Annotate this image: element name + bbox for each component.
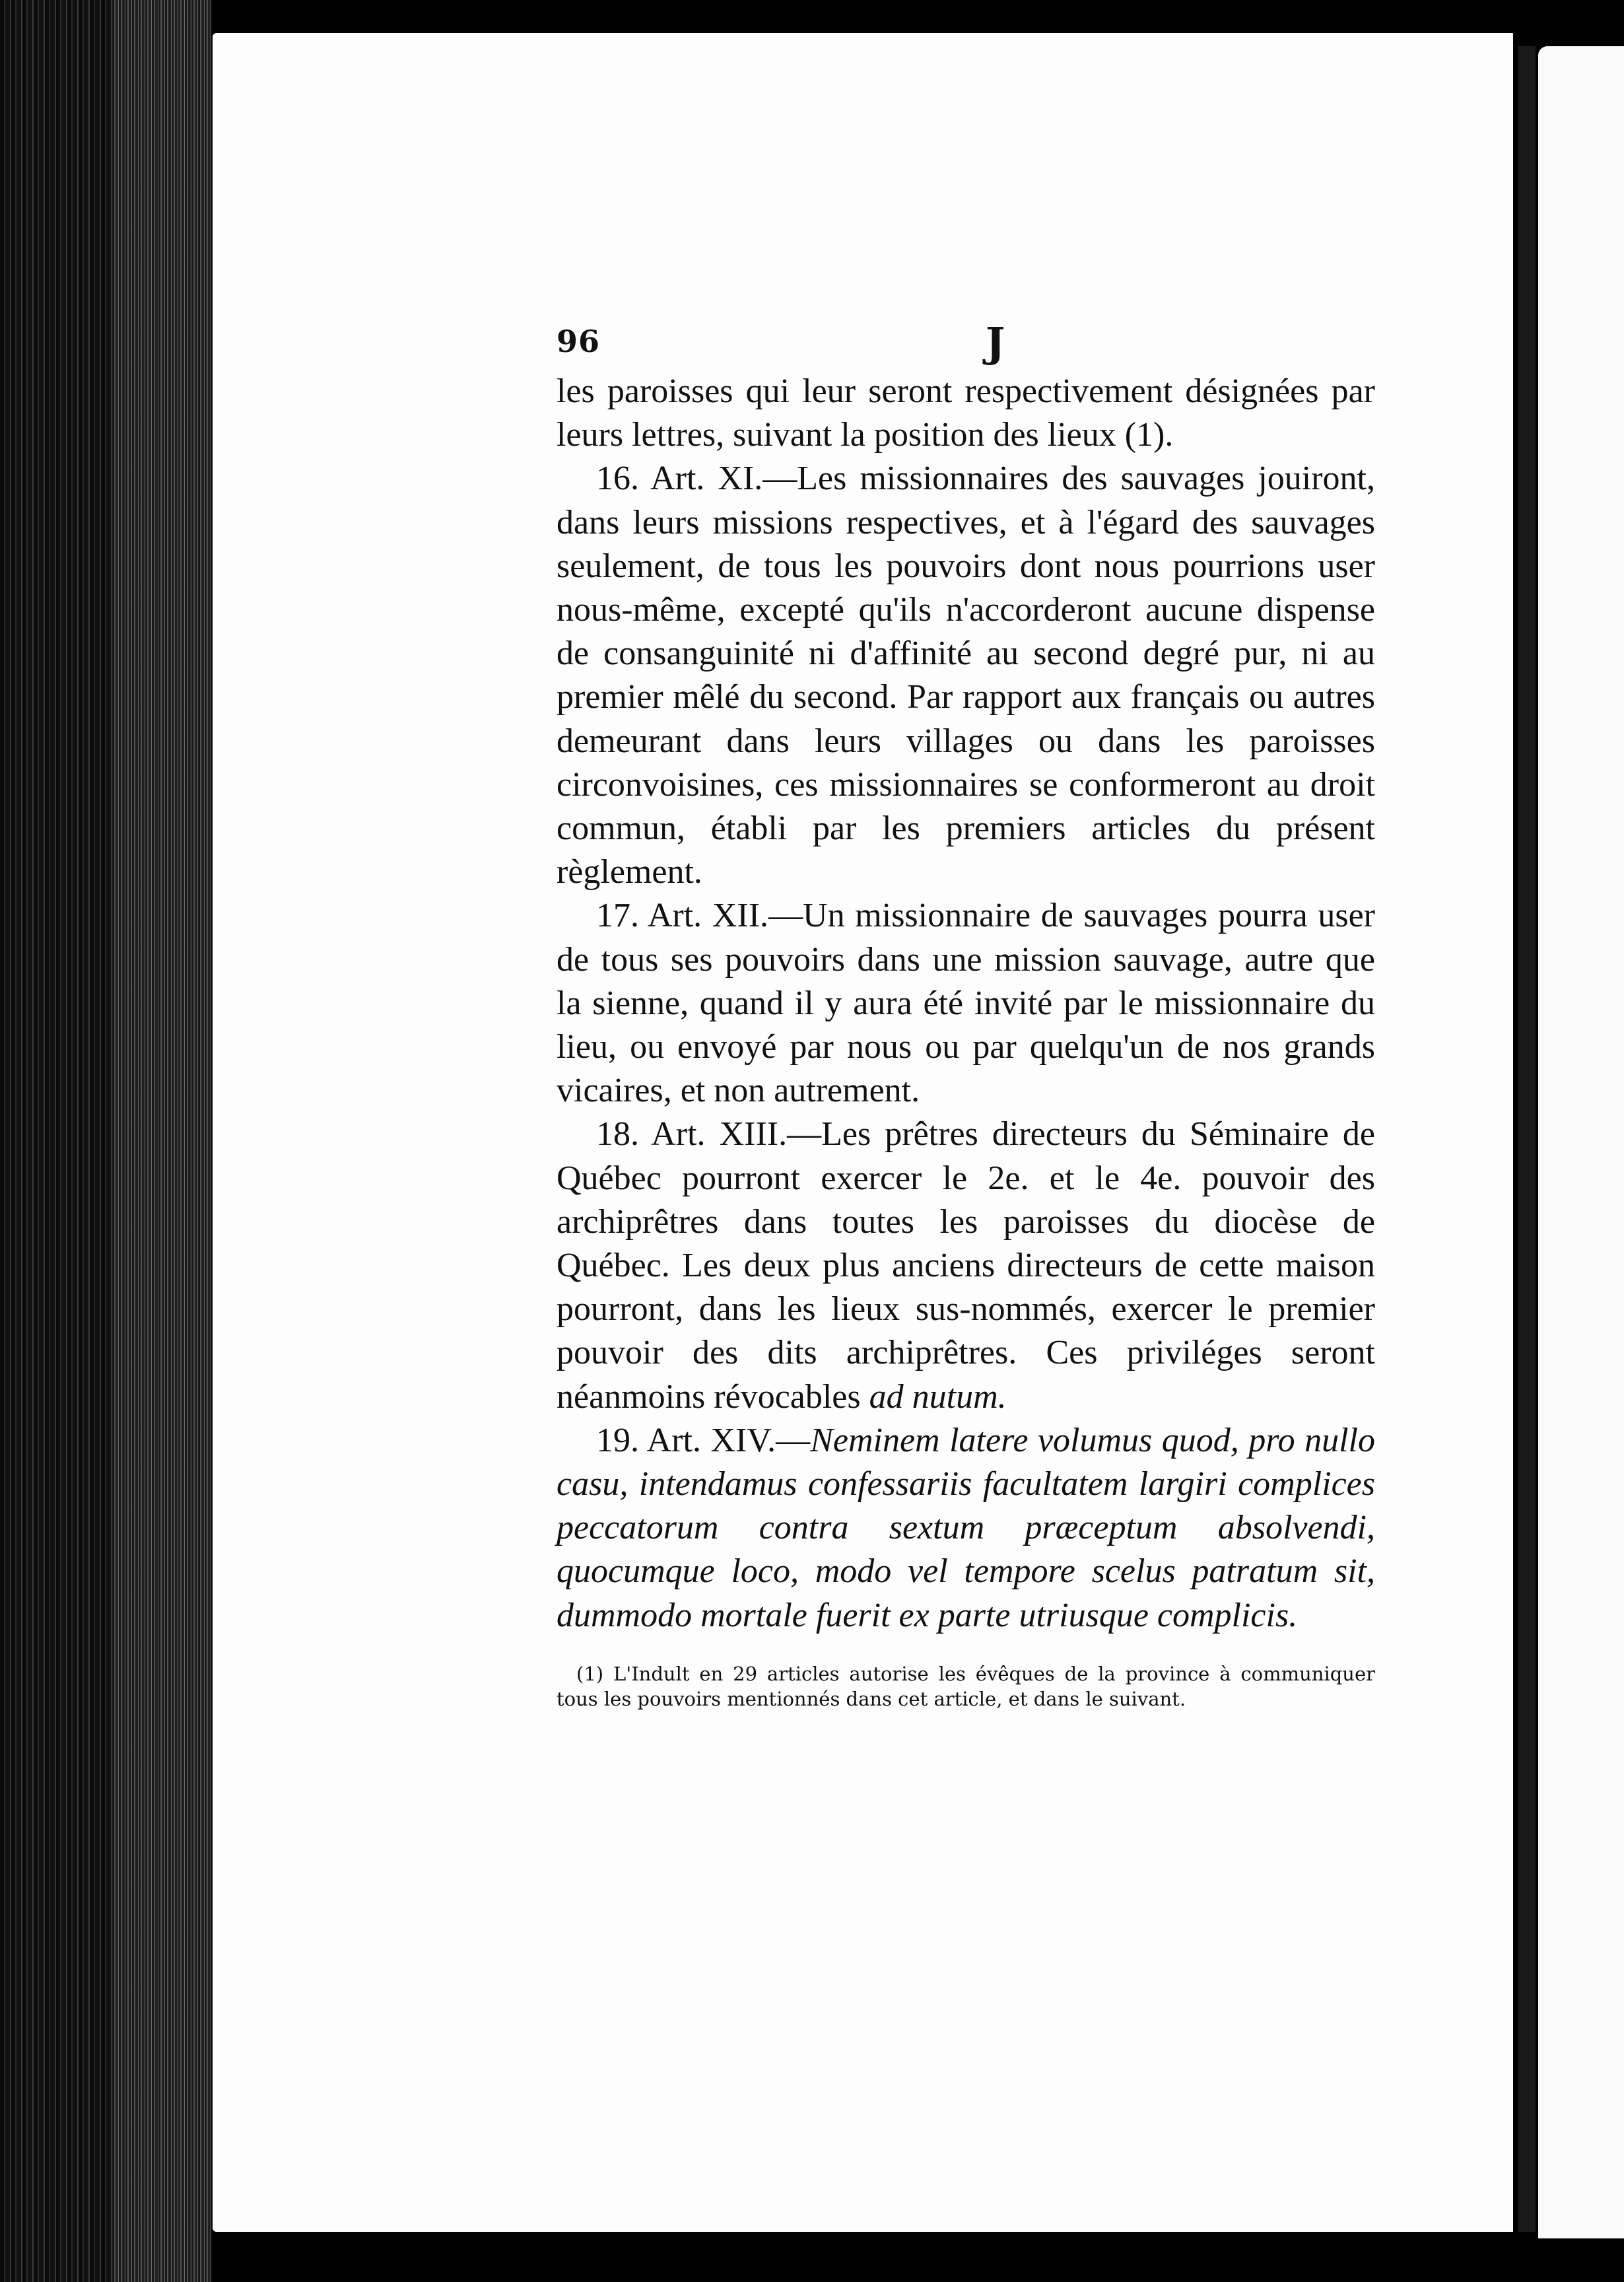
paragraph-text: Les missionnaires des sauvages jouiront, dans leurs missions respectives, et à l'égard des sauvages seulement, de tous les pouvoirs dont nous pourrions user nous-même, excepté qu'ils n'accorderont aucune dispense de consanguinité ni d'affinité au second degré pur, ni au premier mêlé du second. Par rapport aux français ou autres demeurant dans leurs villages ou dans les paroisses circonvoisines, ces missionnaires se conformeront au droit commun, établi par les premiers articles du présent règlement. (557, 460, 1375, 891)
paragraph-continuation (557, 370, 1375, 457)
paragraph-text: Les prêtres directeurs du Séminaire de Québec pourront exercer le 2e. et le 4e. pouvoir des archiprêtres dans toutes les paroisses du diocèse de Québec. Les deux plus anciens directeurs de cette maison pourront, dans les lieux sus-nommés, exercer le premier pouvoir des dits archiprêtres. Ces priviléges seront néanmoins révocables (557, 1115, 1375, 1416)
page-header (557, 318, 1375, 370)
scan-left-edge (0, 0, 211, 2282)
footnote-marker: (1) (576, 1662, 604, 1685)
article-label: 16. Art. XI.— (596, 460, 797, 498)
page-content (557, 318, 1375, 1712)
paragraph-text: les paroisses qui leur seront respectivement désignées par leurs lettres, suivant la position des lieux (1). (557, 372, 1375, 454)
footnote-text: L'Indult en 29 articles autorise les évêques de la province à communiquer tous les pouvoirs mentionnés dans cet article, et dans le suivant. (557, 1662, 1375, 1710)
footnote (557, 1661, 1375, 1712)
running-head: J (986, 318, 1005, 366)
adjacent-page (1538, 46, 1624, 2238)
article-label: 18. Art. XIII.— (596, 1115, 822, 1154)
paragraph-italic-tail: ad nutum. (860, 1377, 1007, 1416)
paragraph-italic-text: Neminem latere volumus quod, pro nullo casu, intendamus confessariis facultatem largiri complices peccatorum contra sextum præceptum absolvendi, quocumque loco, modo vel tempore scelus patratum sit, dummodo mortale fuerit ex parte utriusque complicis. (557, 1421, 1375, 1634)
paragraph-article-16 (557, 457, 1375, 894)
footnote-body (557, 1661, 1375, 1712)
page-gutter (1518, 46, 1536, 2232)
paragraph-text: Un missionnaire de sauvages pourra user de tous ses pouvoirs dans une mission sauvage, autre que la sienne, quand il y aura été invité par le missionnaire du lieu, ou envoyé par nous ou par quelqu'un de nos grands vicaires, et non autrement. (557, 897, 1375, 1110)
page-number: 96 (557, 324, 601, 359)
paragraph-article-17 (557, 894, 1375, 1113)
paragraph-article-18 (557, 1113, 1375, 1418)
article-label: 19. Art. XIV.— (596, 1421, 811, 1459)
body-text (557, 370, 1375, 1638)
article-label: 17. Art. XII.— (596, 897, 803, 935)
paragraph-article-19 (557, 1419, 1375, 1638)
